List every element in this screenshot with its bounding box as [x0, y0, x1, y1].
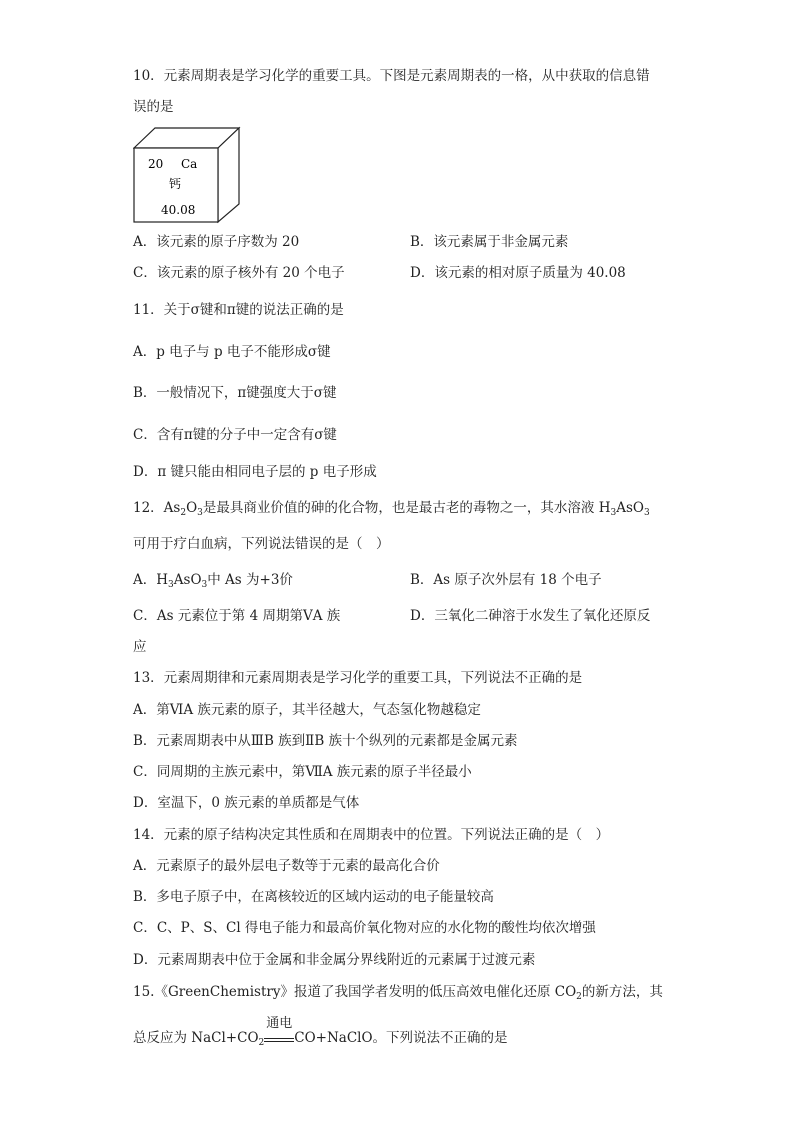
q12-option-c: C．As 元素位于第 4 周期第ⅤA 族 [133, 608, 341, 624]
reaction-arrow [264, 1016, 294, 1042]
q15-sub: 2 [258, 1038, 265, 1048]
q10-stem-line2: 误的是 [133, 99, 174, 115]
q13-stem: 13．元素周期律和元素周期表是学习化学的重要工具，下列说法不正确的是 [133, 670, 583, 686]
q12-a-post: 中 As 为+3价 [207, 572, 293, 588]
q12-sub: 3 [168, 580, 174, 590]
q12-sub: 3 [197, 508, 203, 518]
q15-stem2-post: CO+NaClO。下列说法不正确的是 [294, 1030, 508, 1046]
q12-a-pre: A．H [133, 572, 169, 588]
q12-a-mid: AsO [173, 572, 202, 588]
q13-option-c: C．同周期的主族元素中，第ⅦA 族元素的原子半径最小 [133, 764, 472, 780]
q10-option-c: C．该元素的原子核外有 20 个电子 [133, 265, 345, 281]
q12-option-d-cont: 应 [133, 639, 147, 655]
q14-option-d: D．元素周期表中位于金属和非金属分界线附近的元素属于过渡元素 [133, 952, 536, 968]
q14-option-a: A．元素原子的最外层电子数等于元素的最高化合价 [133, 858, 440, 874]
q10-stem-line1: 10．元素周期表是学习化学的重要工具。下图是元素周期表的一格，从中获取的信息错 [133, 68, 650, 84]
q10-option-b: B．该元素属于非金属元素 [410, 234, 569, 250]
q10-option-d: D．该元素的相对原子质量为 40.08 [410, 265, 626, 281]
q11-option-d: D．π 键只能由相同电子层的 p 电子形成 [133, 464, 377, 480]
cell-element-name: 钙 [169, 177, 182, 191]
q12-sub: 3 [610, 508, 617, 518]
q13-option-b: B．元素周期表中从ⅢB 族到ⅡB 族十个纵列的元素都是金属元素 [133, 733, 518, 749]
cell-atomic-number: 20 [148, 157, 164, 171]
q15-stem1-pre: 15.《GreenChemistry》报道了我国学者发明的低压高效电催化还原 CO [133, 984, 577, 1000]
q11-stem: 11．关于σ键和π键的说法正确的是 [133, 302, 344, 318]
q12-stem-pre: 12．As [133, 500, 181, 516]
q14-option-b: B．多电子原子中，在离核较近的区域内运动的电子能量较高 [133, 889, 494, 905]
q15-sub: 2 [576, 992, 582, 1002]
reaction-condition: 通电 [266, 1016, 293, 1031]
q12-as: AsO [616, 500, 644, 516]
q11-option-c: C．含有π键的分子中一定含有σ键 [133, 427, 337, 443]
cell-symbol: Ca [181, 157, 198, 171]
q12-option-a [133, 570, 293, 590]
periodic-table-cell [133, 126, 243, 226]
q12-sub: 3 [201, 580, 208, 590]
q12-option-b: B．As 原子次外层有 18 个电子 [410, 572, 602, 588]
q14-stem: 14．元素的原子结构决定其性质和在周期表中的位置。下列说法正确的是（ ） [133, 827, 610, 843]
q14-option-c: C．C、P、S、Cl 得电子能力和最高价氧化物对应的水化物的酸性均依次增强 [133, 920, 596, 936]
double-bar-icon [264, 1038, 294, 1042]
q13-option-a: A．第ⅥA 族元素的原子，其半径越大，气态氢化物越稳定 [133, 702, 481, 718]
q12-stem-line1 [133, 498, 650, 518]
q10-option-a: A．该元素的原子序数为 20 [133, 234, 300, 250]
q15-stem-line1 [133, 982, 663, 1002]
q13-option-d: D．室温下，0 族元素的单质都是气体 [133, 795, 360, 811]
q12-stem-mid: 是最具商业价值的砷的化合物，也是最古老的毒物之一，其水溶液 H [202, 500, 611, 516]
q12-sub: 3 [643, 508, 650, 518]
q15-stem-line2 [133, 1016, 508, 1048]
q12-sub: 2 [180, 508, 187, 518]
q12-o: O [186, 500, 198, 516]
q12-option-d: D．三氧化二砷溶于水发生了氧化还原反 [410, 608, 651, 624]
q12-stem-line2: 可用于疗白血病，下列说法错误的是（ ） [133, 536, 390, 552]
q11-option-a: A．p 电子与 p 电子不能形成σ键 [133, 344, 331, 360]
q15-stem1-post: 的新方法，其 [581, 984, 663, 1000]
q11-option-b: B．一般情况下，π键强度大于σ键 [133, 385, 337, 401]
cell-atomic-mass: 40.08 [161, 203, 196, 217]
q15-stem2-pre: 总反应为 NaCl+CO [133, 1030, 259, 1046]
